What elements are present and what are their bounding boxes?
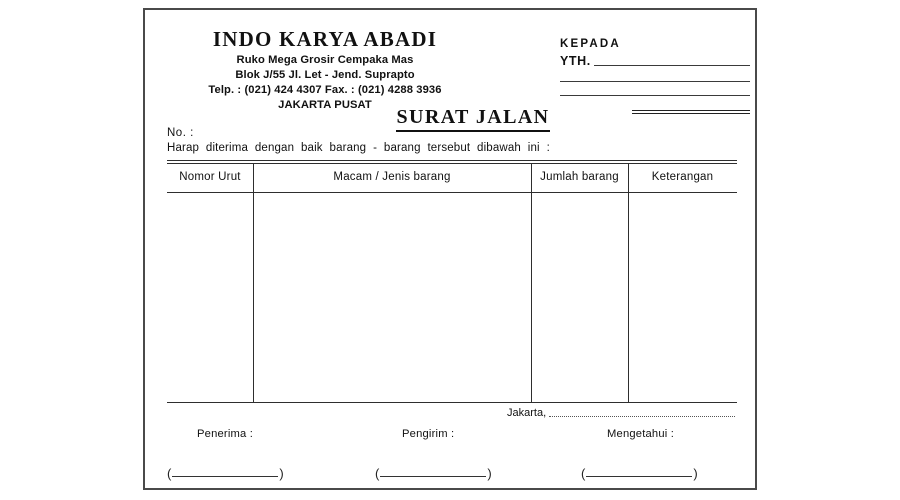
paren-open-1: (	[167, 466, 172, 481]
paren-close-1: )	[279, 466, 284, 481]
table-column-divider-1	[253, 164, 254, 403]
company-name: INDO KARYA ABADI	[212, 27, 438, 51]
signature-label-pengirim: Pengirim :	[402, 428, 455, 440]
company-address-line-1: Ruko Mega Grosir Cempaka Mas	[236, 54, 414, 67]
company-address	[155, 53, 495, 113]
table-header-jumlah: Jumlah barang	[540, 171, 619, 183]
recipient-write-line-4[interactable]	[632, 110, 750, 114]
kepada-label: KEPADA	[560, 38, 621, 50]
paren-close-2: )	[487, 466, 492, 481]
company-info-block	[155, 28, 495, 113]
table-header-macam-jenis: Macam / Jenis barang	[333, 171, 451, 183]
table-header-nomor-urut: Nomor Urut	[179, 171, 241, 183]
signature-name-penerima[interactable]	[167, 466, 284, 481]
recipient-write-line-2[interactable]	[560, 81, 750, 82]
goods-table	[167, 160, 737, 403]
document-number-label[interactable]: No. :	[167, 127, 194, 139]
signature-label-penerima: Penerima :	[197, 428, 254, 440]
recipient-block	[560, 37, 750, 114]
page-title: SURAT JALAN	[396, 106, 549, 132]
recipient-write-line-1[interactable]	[594, 65, 750, 66]
signature-blank-1[interactable]	[172, 476, 278, 477]
signature-name-pengirim[interactable]	[375, 466, 492, 481]
yth-row	[560, 54, 750, 68]
city-label: Jakarta,	[507, 407, 547, 419]
paren-open-3: (	[581, 466, 586, 481]
document-title-wrap	[373, 106, 573, 132]
document-header	[145, 10, 755, 128]
table-header-keterangan: Keterangan	[651, 171, 714, 183]
recipient-write-line-3[interactable]	[560, 95, 750, 96]
paren-open-2: (	[375, 466, 380, 481]
table-column-divider-2	[531, 164, 532, 403]
signature-blank-2[interactable]	[380, 476, 486, 477]
company-address-line-2: Blok J/55 Jl. Let - Jend. Suprapto	[235, 68, 415, 81]
yth-label: YTH.	[560, 53, 591, 68]
paren-close-3: )	[693, 466, 698, 481]
city-date-row	[507, 407, 735, 419]
signature-name-mengetahui[interactable]	[581, 466, 698, 481]
company-address-line-4: JAKARTA PUSAT	[278, 98, 372, 111]
date-write-line[interactable]	[549, 416, 735, 417]
instruction-text: Harap diterima dengan baik barang - barang tersebut dibawah ini :	[167, 142, 550, 154]
table-column-divider-3	[628, 164, 629, 403]
signature-label-mengetahui: Mengetahui :	[607, 428, 675, 440]
company-address-line-3: Telp. : (021) 424 4307 Fax. : (021) 4288 3936	[208, 83, 442, 96]
surat-jalan-document	[143, 8, 757, 490]
signature-blank-3[interactable]	[586, 476, 692, 477]
